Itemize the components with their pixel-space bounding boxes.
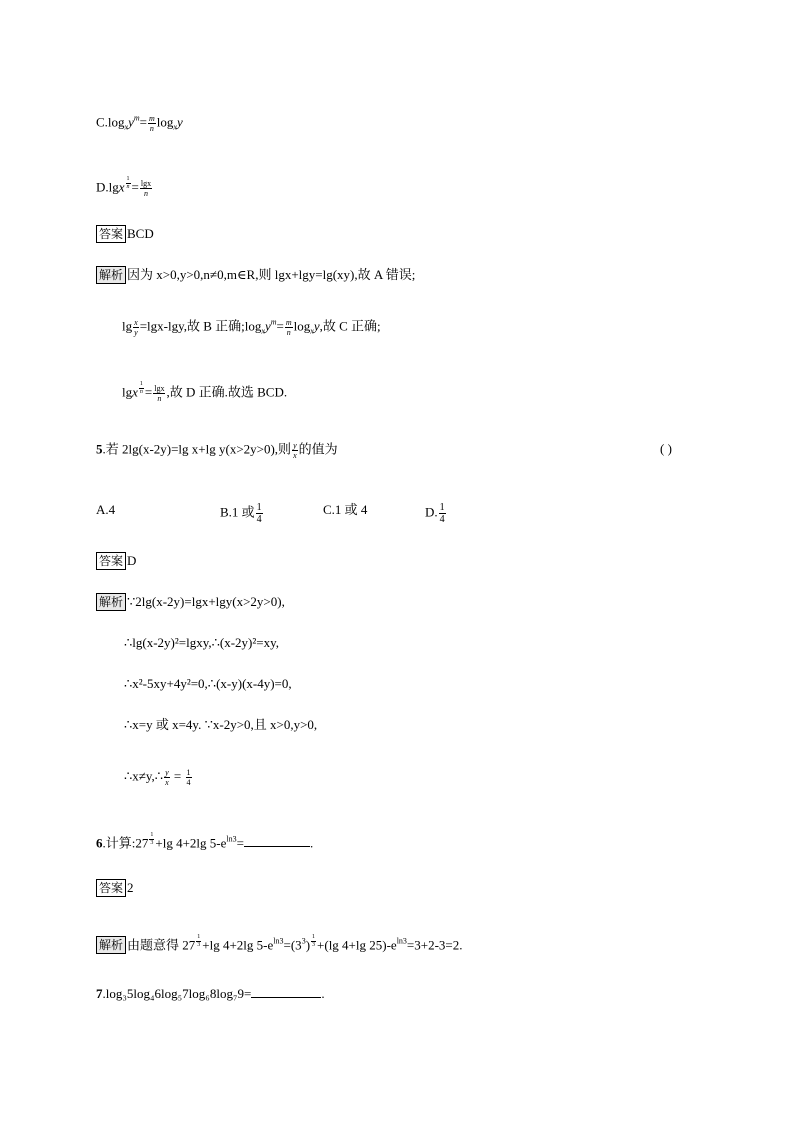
explanation-tag: 解析 (96, 936, 126, 954)
explanation-tag: 解析 (96, 266, 126, 284)
answer-blank[interactable] (244, 834, 310, 847)
explanation-4-line-3: lgx $^{\frac{1}{n}}$ = $\frac{\lg x}{n}$ ,故 D 正确.故选 BCD. (122, 381, 288, 403)
answer-5: 答案 D (96, 552, 136, 570)
explanation-4-line-2: lg $\frac{x}{y}$ =lgx-lgy,故 B 正确$;\log_xy^m=$ $\frac{m}{n}$ $\log_xy$,故 C 正确; (122, 317, 381, 337)
explanation-5-line-2: ∴lg(x-2y)²=lgxy,∴(x-2y)²=xy, (124, 635, 280, 650)
answer-blank[interactable] (251, 985, 321, 998)
option-d: D.lgx $^{\frac{1}{n}}$ = $\frac{\lg x}{n}$ (96, 176, 152, 198)
explanation-5-line-4: ∴x=y 或 x=4y. ∵x-2y>0,且 x>0,y>0, (124, 717, 318, 732)
explanation-5-line-3: ∴x²-5xy+4y²=0,∴(x-y)(x-4y)=0, (124, 676, 292, 691)
answer-bracket: ( ) (660, 441, 672, 456)
option-c: $C.\log_xy^m=$ $\frac{m}{n}$ $\log_xy$ (96, 113, 183, 133)
answer-tag: 答案 (96, 552, 126, 570)
q5-option-d: D. $\frac{1}{4}$ (425, 502, 445, 525)
answer-tag: 答案 (96, 879, 126, 897)
q5-option-c: C.1 或 4 (323, 502, 368, 517)
question-5: 5.若 2lg(x-2y)=lg x+lg y(x>2y>0),则 $\frac{y}{x}$ 的值为 (96, 441, 338, 460)
q5-option-a: A.4 (96, 502, 116, 517)
question-6: 6.计算:27 $^{\frac{1}{3}}$ +lg 4+2lg $5-e^{ln3}=$ . (96, 832, 314, 851)
answer-6: 答案 2 (96, 879, 134, 897)
explanation-5-line-5: ∴x≠y,∴ $\frac{y}{x}$ = $\frac{1}{4}$ (124, 768, 191, 787)
explanation-tag: 解析 (96, 593, 126, 611)
explanation-6: 解析 由题意得 27 $^{\frac{1}{3}}$ +lg 4+2lg $5-e^{ln3}=(3^3)$ $^{\frac{1}{3}}$ +(lg 4+lg $25)-e^{ln3}=3+2-3=2$. (96, 934, 463, 954)
answer-4: 答案 BCD (96, 225, 154, 243)
question-7: 7.log₃5log₄6log₅7log₆8log₇9= . (96, 986, 325, 1001)
q5-option-b: B.1 或 $\frac{1}{4}$ (220, 502, 262, 525)
explanation-4-line-1: 解析 因为 x>0,y>0,n≠0,m∈R,则 lgx+lgy=lg(xy),故 A 错误; (96, 266, 415, 284)
answer-tag: 答案 (96, 225, 126, 243)
explanation-5-line-1: 解析 ∵2lg(x-2y)=lgx+lgy(x>2y>0), (96, 593, 285, 611)
